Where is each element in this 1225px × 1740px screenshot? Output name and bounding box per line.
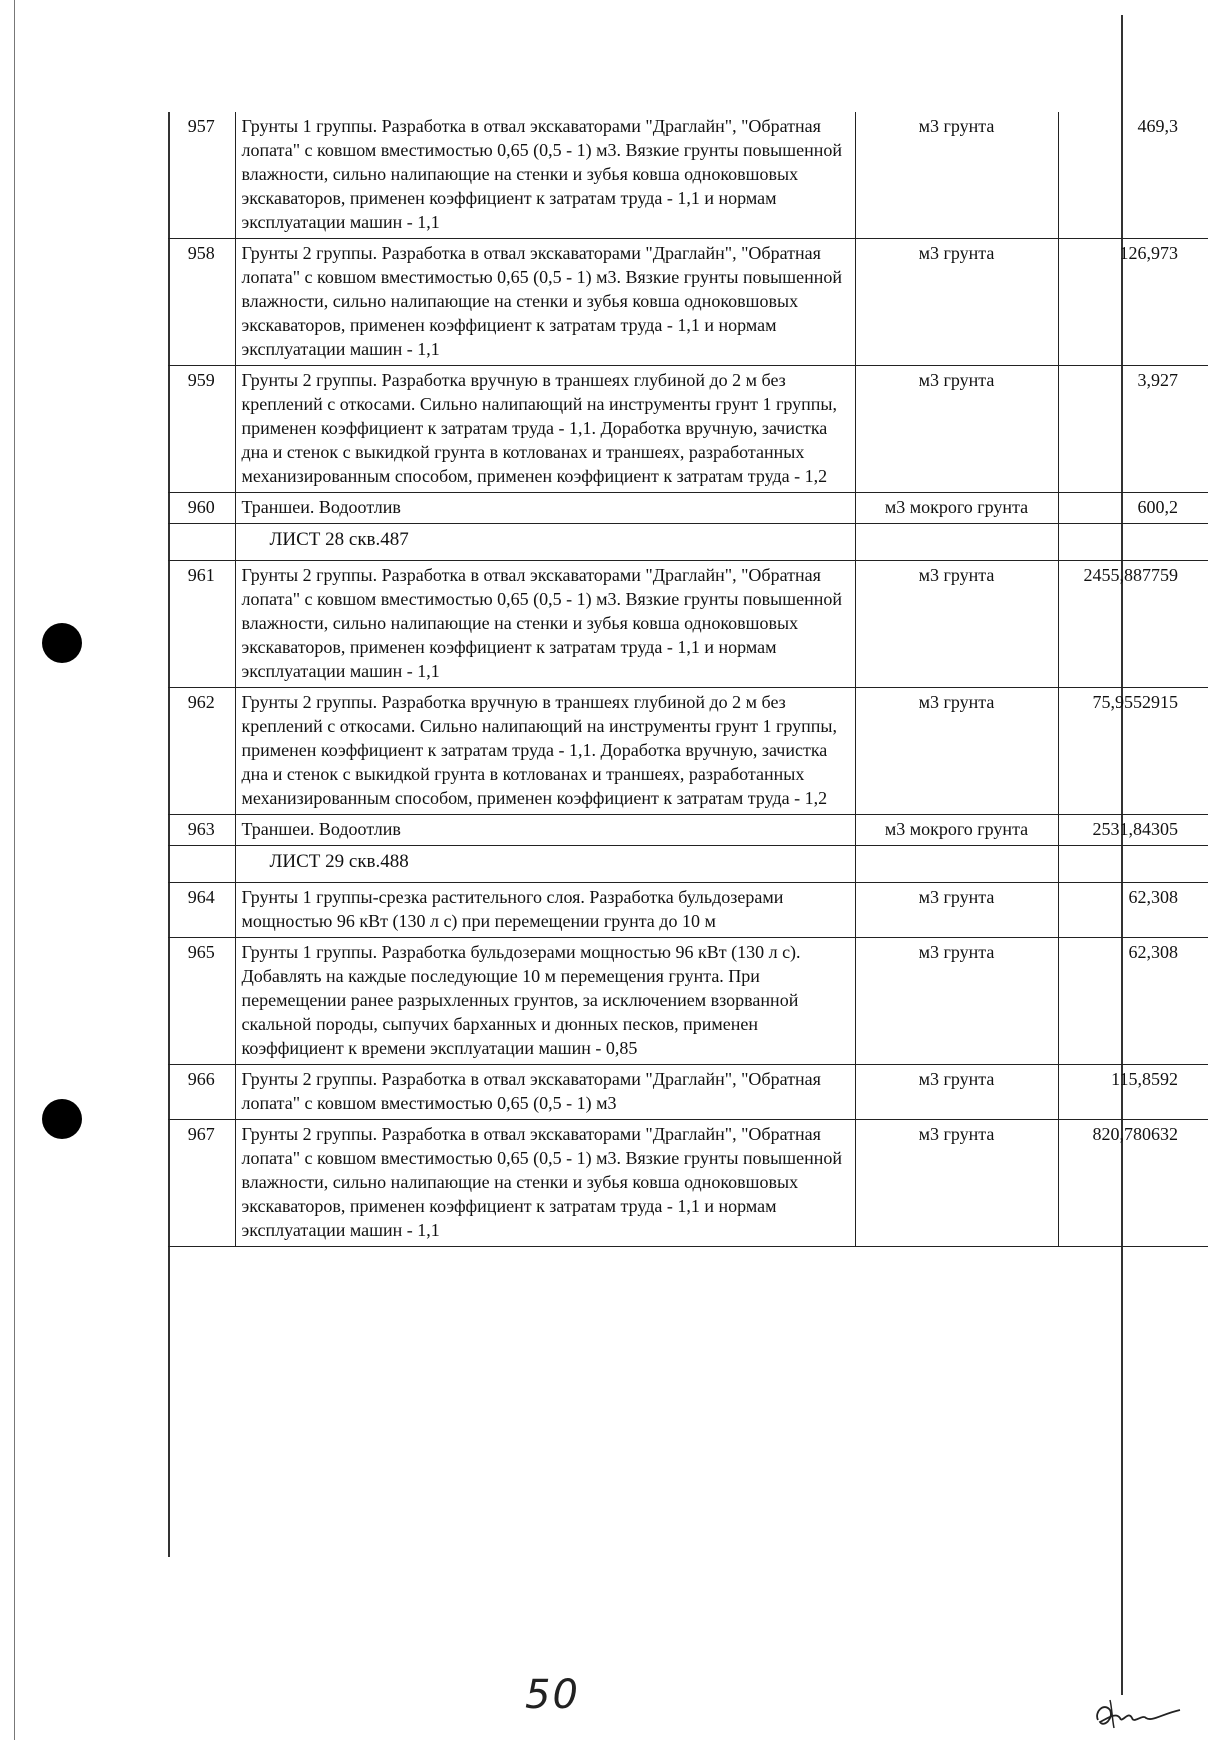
- handwritten-signature: [1090, 1688, 1190, 1738]
- table-row: [168, 239, 1208, 366]
- row-unit: [855, 846, 1058, 883]
- row-quantity: 62,308: [1058, 883, 1208, 938]
- row-unit: [855, 524, 1058, 561]
- row-number: [168, 524, 235, 561]
- table-row: [168, 493, 1208, 524]
- row-description: Грунты 2 группы. Разработка вручную в траншеях глубиной до 2 м без креплений с откосами. Сильно налипающий на инструменты грунт 1 группы, применен коэффициент к затратам труда - 1,1. Доработка вручную, зачистка дна и стенок с выкидкой грунта в котлованах и траншеях, разработанных механизированным способом, применен коэффициент к затратам труда - 1,2: [235, 688, 855, 815]
- row-quantity: 600,2: [1058, 493, 1208, 524]
- table-row: [168, 112, 1208, 239]
- row-unit: м3 мокрого грунта: [855, 815, 1058, 846]
- row-unit: м3 грунта: [855, 883, 1058, 938]
- table-row: [168, 1120, 1208, 1247]
- table-row: [168, 1065, 1208, 1120]
- section-title: ЛИСТ 29 скв.488: [235, 846, 855, 883]
- row-description: Грунты 1 группы-срезка растительного слоя. Разработка бульдозерами мощностью 96 кВт (130 л с) при перемещении грунта до 10 м: [235, 883, 855, 938]
- row-description: Грунты 1 группы. Разработка бульдозерами мощностью 96 кВт (130 л с). Добавлять на каждые последующие 10 м перемещения грунта. При перемещении ранее разрыхленных грунтов, за исключением взорванной скальной породы, сыпучих барханных и дюнных песков, применен коэффициент к времени эксплуатации машин - 0,85: [235, 938, 855, 1065]
- table-row: [168, 688, 1208, 815]
- row-quantity: 115,8592: [1058, 1065, 1208, 1120]
- row-quantity: [1058, 524, 1208, 561]
- table-row: [168, 883, 1208, 938]
- row-number: 966: [168, 1065, 235, 1120]
- row-number: 957: [168, 112, 235, 239]
- table-row: [168, 815, 1208, 846]
- row-number: 961: [168, 561, 235, 688]
- row-description: Грунты 2 группы. Разработка в отвал экскаваторами "Драглайн", "Обратная лопата" с ковшом вместимостью 0,65 (0,5 - 1) м3: [235, 1065, 855, 1120]
- row-description: Грунты 2 группы. Разработка в отвал экскаваторами "Драглайн", "Обратная лопата" с ковшом вместимостью 0,65 (0,5 - 1) м3. Вязкие грунты повышенной влажности, сильно налипающие на стенки и зубья ковша одноковшовых экскаваторов, применен коэффициент к затратам труда - 1,1 и нормам эксплуатации машин - 1,1: [235, 1120, 855, 1247]
- estimate-table: [168, 112, 1208, 1247]
- row-number: 958: [168, 239, 235, 366]
- row-unit: м3 грунта: [855, 1065, 1058, 1120]
- row-number: 963: [168, 815, 235, 846]
- row-quantity: 2455,887759: [1058, 561, 1208, 688]
- row-unit: м3 грунта: [855, 688, 1058, 815]
- row-unit: м3 грунта: [855, 366, 1058, 493]
- row-description: Грунты 2 группы. Разработка вручную в траншеях глубиной до 2 м без креплений с откосами. Сильно налипающий на инструменты грунт 1 группы, применен коэффициент к затратам труда - 1,1. Доработка вручную, зачистка дна и стенок с выкидкой грунта в котлованах и траншеях, разработанных механизированным способом, применен коэффициент к затратам труда - 1,2: [235, 366, 855, 493]
- row-number: 960: [168, 493, 235, 524]
- row-number: 962: [168, 688, 235, 815]
- left-margin-line: [14, 0, 15, 1740]
- row-quantity: 820,780632: [1058, 1120, 1208, 1247]
- binder-hole-top: [42, 623, 82, 663]
- binder-hole-bottom: [42, 1099, 82, 1139]
- row-quantity: 2531,84305: [1058, 815, 1208, 846]
- row-unit: м3 грунта: [855, 112, 1058, 239]
- section-row: [168, 846, 1208, 883]
- row-quantity: 469,3: [1058, 112, 1208, 239]
- row-unit: м3 грунта: [855, 1120, 1058, 1247]
- row-quantity: 62,308: [1058, 938, 1208, 1065]
- row-number: 959: [168, 366, 235, 493]
- table-row: [168, 938, 1208, 1065]
- page-number: 50: [525, 1672, 580, 1718]
- row-unit: м3 грунта: [855, 561, 1058, 688]
- row-number: 967: [168, 1120, 235, 1247]
- table-row: [168, 366, 1208, 493]
- row-description: Траншеи. Водоотлив: [235, 493, 855, 524]
- row-description: Грунты 1 группы. Разработка в отвал экскаваторами "Драглайн", "Обратная лопата" с ковшом вместимостью 0,65 (0,5 - 1) м3. Вязкие грунты повышенной влажности, сильно налипающие на стенки и зубья ковша одноковшовых экскаваторов, применен коэффициент к затратам труда - 1,1 и нормам эксплуатации машин - 1,1: [235, 112, 855, 239]
- row-unit: м3 мокрого грунта: [855, 493, 1058, 524]
- section-title: ЛИСТ 28 скв.487: [235, 524, 855, 561]
- table-row: [168, 561, 1208, 688]
- row-number: 965: [168, 938, 235, 1065]
- row-unit: м3 грунта: [855, 239, 1058, 366]
- section-row: [168, 524, 1208, 561]
- row-description: Траншеи. Водоотлив: [235, 815, 855, 846]
- row-number: 964: [168, 883, 235, 938]
- row-unit: м3 грунта: [855, 938, 1058, 1065]
- row-description: Грунты 2 группы. Разработка в отвал экскаваторами "Драглайн", "Обратная лопата" с ковшом вместимостью 0,65 (0,5 - 1) м3. Вязкие грунты повышенной влажности, сильно налипающие на стенки и зубья ковша одноковшовых экскаваторов, применен коэффициент к затратам труда - 1,1 и нормам эксплуатации машин - 1,1: [235, 561, 855, 688]
- row-number: [168, 846, 235, 883]
- estimate-table-body: [168, 112, 1208, 1247]
- row-description: Грунты 2 группы. Разработка в отвал экскаваторами "Драглайн", "Обратная лопата" с ковшом вместимостью 0,65 (0,5 - 1) м3. Вязкие грунты повышенной влажности, сильно налипающие на стенки и зубья ковша одноковшовых экскаваторов, применен коэффициент к затратам труда - 1,1 и нормам эксплуатации машин - 1,1: [235, 239, 855, 366]
- row-quantity: [1058, 846, 1208, 883]
- row-quantity: 126,973: [1058, 239, 1208, 366]
- row-quantity: 3,927: [1058, 366, 1208, 493]
- row-quantity: 75,9552915: [1058, 688, 1208, 815]
